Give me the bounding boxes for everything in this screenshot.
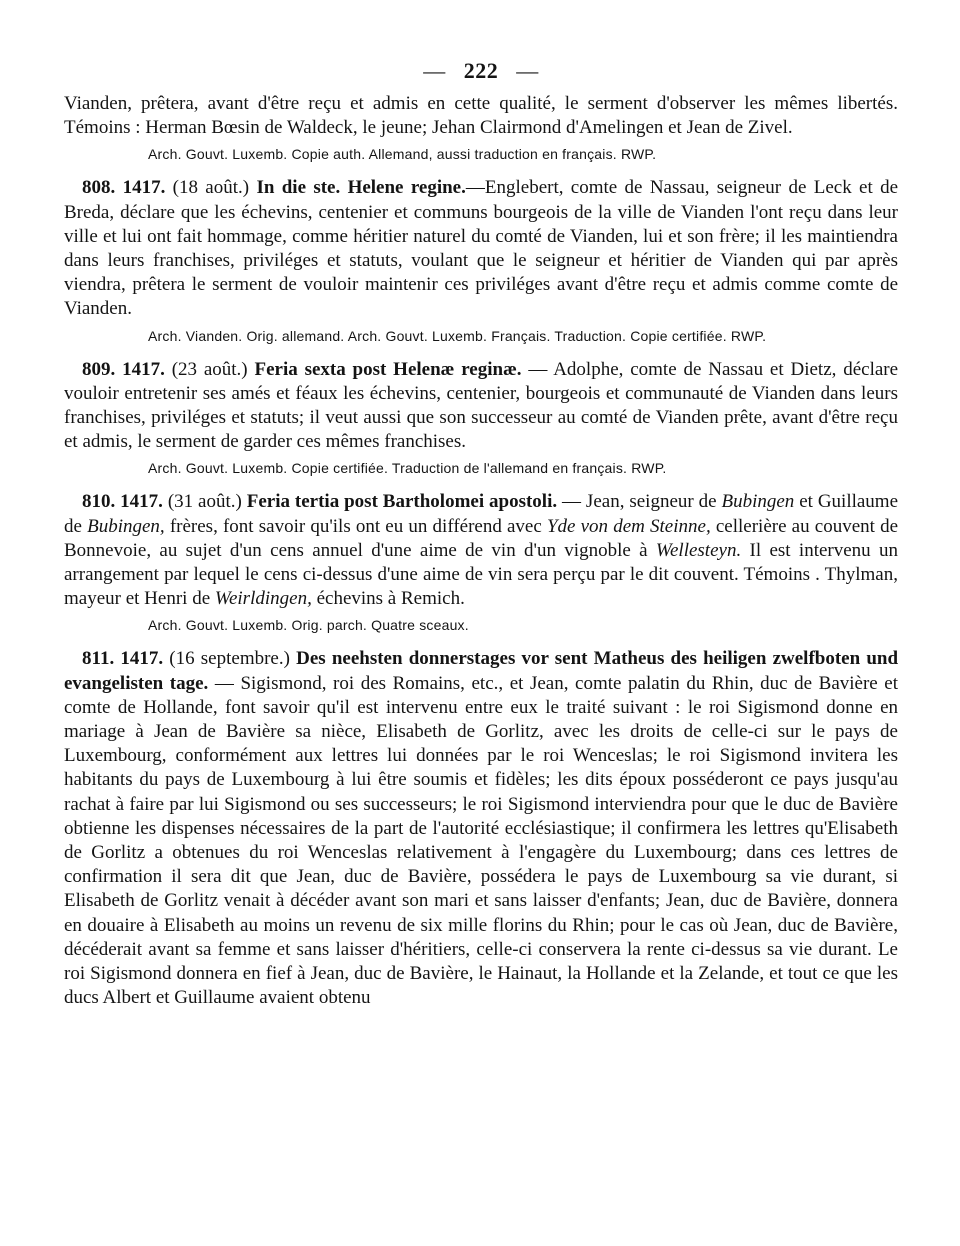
body-part: et Guillaume de (64, 491, 899, 537)
place-name: Bubingen (721, 491, 795, 513)
entry-year: 1417. (120, 491, 163, 513)
entry-number: 808. (82, 177, 116, 199)
entry-811 (64, 647, 898, 1010)
entry-title: Des neehsten donnerstages vor sent Matheus des heiligen zwelfboten und evangelisten tage. (64, 648, 899, 694)
entry-number: 811. (82, 648, 115, 670)
intro-source-note: Arch. Gouvt. Luxemb. Copie auth. Allemand, aussi traduction en français. RWP. (148, 146, 657, 163)
entry-body: — Sigismond, roi des Romains, etc., et Jean, comte palatin du Rhin, duc de Bavière et comte de Hollande, font savoir qu'il est intervenu entre eux le traité suivant : le roi Sigismond donne en mariage à Jean de Bavière sa nièce, Elisabeth de Gorlitz, avec les droits de celle-ci sur le pays de Luxembourg, conformément aux lettres lui données par le roi Wenceslas; le roi Sigismond invitera les habitants du pays de Luxembourg à lui être soumis et fidèles; les dits époux posséderont ce pays jusqu'au rachat à faire par lui Sigismond ou ses successeurs; le roi Sigismond interviendra pour que le duc de Bavière obtienne les dispenses nécessaires de la part de l'autorité ecclésiastique; il confirmera les lettres qu'Elisabeth de Gorlitz a obtenues du roi Wenceslas relativement à l'engagère du Luxembourg; dans ces lettres de confirmation il sera dit que Jean, duc de Bavière, possédera le pays de Luxembourg sa vie durant, si Elisabeth de Gorlitz venait à décéder avant son mari et sans laisser d'enfants; Jean, duc de Bavière, donnera en douaire à Elisabeth au moins un revenu de six mille florins du Rhin; pour le cas où Jean, duc de Bavière, décéderait avant sa femme et sans laisser d'héritiers, celle-ci conservera la rente ci-dessus sa vie durant. Le roi Sigismond donnera en fief à Jean, duc de Bavière, le Hainaut, la Hollande et la Zelande, et tout ce que les ducs Albert et Guillaume avaient obtenu (64, 672, 899, 1009)
page-number: 222 (463, 58, 499, 83)
entry-year: 1417. (122, 177, 166, 199)
entry-date: (16 septembre.) (169, 648, 290, 670)
place-name: Weirldingen, (214, 588, 312, 610)
person-name: Yde von dem Steinne, (546, 515, 711, 537)
intro-paragraph: Vianden, prêtera, avant d'être reçu et admis en cette qualité, le serment d'observer les mêmes libertés. Témoins : Herman Bœsin de Waldeck, le jeune; Jehan Clairmond d'Amelingen et Jean de Zivel. (64, 93, 898, 139)
body-part: frères, font savoir qu'ils ont eu un différend avec (164, 515, 547, 537)
body-part: — Jean, seigneur de (562, 491, 722, 513)
place-name: Wellesteyn. (655, 539, 742, 561)
entry-body: — Adolphe, comte de Nassau et Dietz, déclare vouloir entretenir ses amés et féaux les échevins, centenier, bourgeois et communauté de Vianden dans leurs franchises, priviléges et statuts; il veut aussi que son successeur au comté de Vianden prête, avant d'être reçu et admis, le serment de garder ces mêmes franchises. (64, 358, 899, 453)
body-part: échevins à Remich. (311, 588, 465, 610)
body-part: Il est intervenu un arrangement par lequel le cens ci-dessus d'une aime de vin sera perçu par le dit couvent. Témoins . Thylman, mayeur et Henri de (64, 539, 899, 610)
entry-title: In die ste. Helene regine. (256, 177, 466, 199)
entry-title: Feria tertia post Bartholomei apostoli. (246, 491, 558, 513)
body-part: cellerière au couvent de Bonnevoie, au sujet d'un cens annuel d'une aime de vin d'un vignoble à (64, 515, 899, 561)
place-name: Bubingen, (87, 515, 165, 537)
entry-year: 1417. (120, 648, 164, 670)
entry-date: (31 août.) (167, 491, 242, 513)
page-header (64, 56, 898, 86)
header-dash-right: — (516, 58, 539, 83)
header-dash-left: — (423, 58, 446, 83)
entry-808 (64, 176, 898, 321)
entry-title: Feria sexta post Helenæ reginæ. (254, 358, 522, 380)
entry-810-source-note: Arch. Gouvt. Luxemb. Orig. parch. Quatre sceaux. (148, 617, 469, 634)
entry-number: 809. (82, 358, 116, 380)
entry-809-source-note: Arch. Gouvt. Luxemb. Copie certifiée. Traduction de l'allemand en français. RWP. (148, 460, 667, 477)
entry-body: —Englebert, comte de Nassau, seigneur de Leck et de Breda, déclare que les échevins, centenier et communs bourgeois de la ville de Vianden l'ont reçu dans leur ville et lui ont fait hommage, comme héritier naturel du comté de Vianden, lui et son frère; il les maintiendra dans leurs franchises, priviléges et statuts, voulant que le seigneur et héritier de Vianden qui par après viendra, prêtera le serment de vouloir maintenir ces priviléges avant d'être reçu et admis comme comte de Vianden. (64, 177, 898, 320)
entry-number: 810. (82, 491, 116, 513)
entry-year: 1417. (122, 358, 165, 380)
entry-808-source-note: Arch. Vianden. Orig. allemand. Arch. Gouvt. Luxemb. Français. Traduction. Copie certifiée. RWP. (148, 327, 767, 344)
entry-date: (23 août.) (171, 358, 248, 380)
entry-809 (64, 358, 898, 455)
entry-810 (64, 490, 898, 611)
entry-date: (18 août.) (172, 177, 250, 199)
